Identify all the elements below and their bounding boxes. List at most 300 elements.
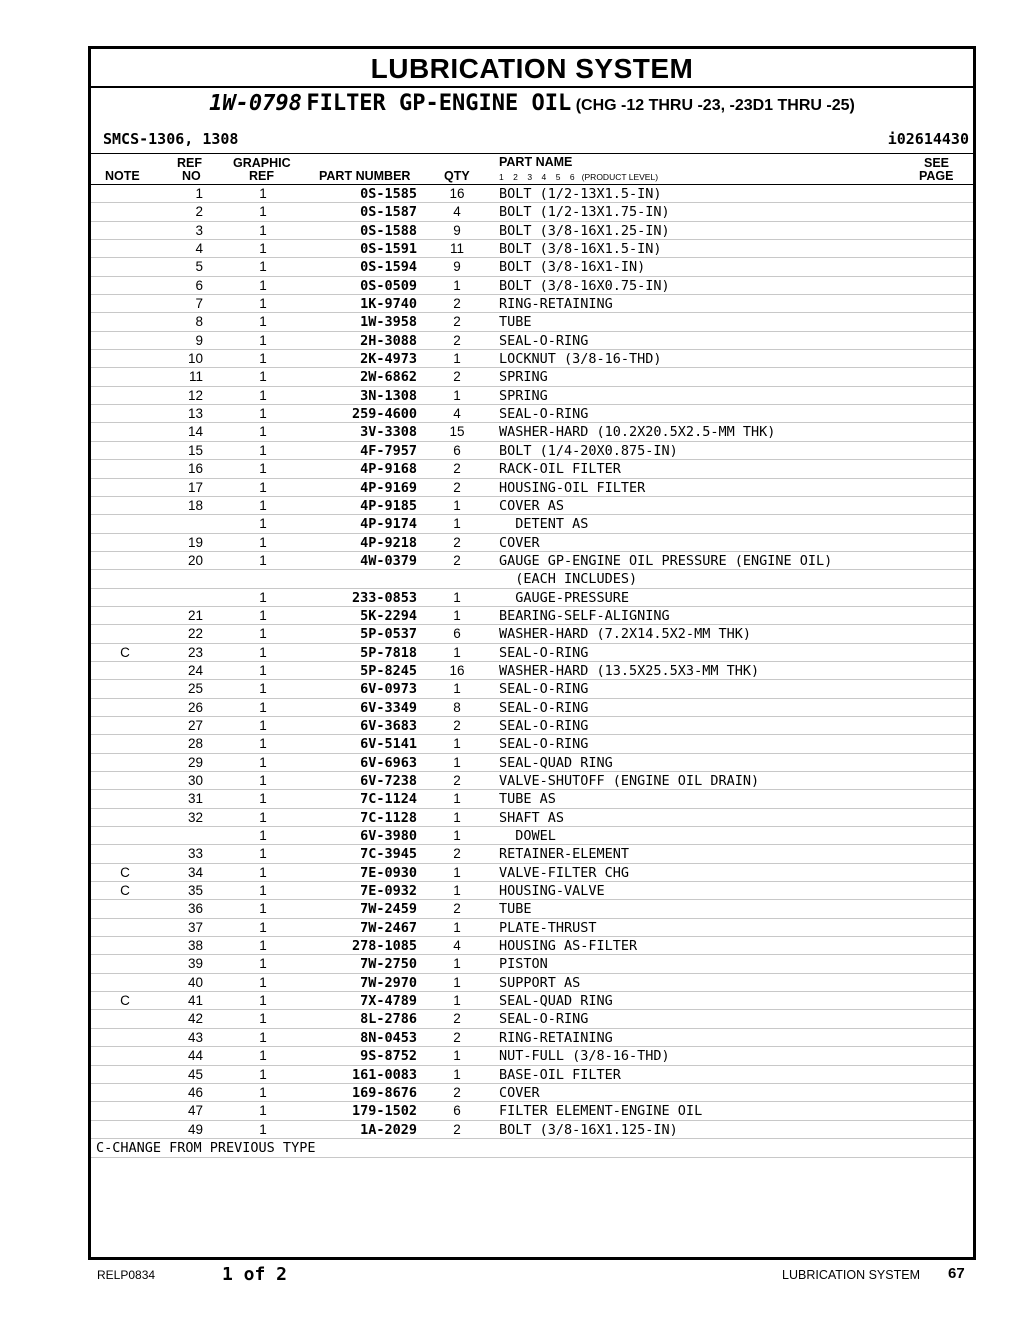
table-row — [91, 313, 973, 331]
cell-note: C — [120, 883, 130, 899]
cell-qty: 2 — [453, 1084, 461, 1100]
table-row — [91, 735, 973, 753]
table-row — [91, 515, 973, 533]
cell-part: 0S-1588 — [360, 222, 417, 239]
cell-graphic: 1 — [259, 1011, 267, 1027]
cell-graphic: 1 — [259, 296, 267, 312]
col-ref-no: NO — [182, 169, 201, 183]
cell-ref: 5 — [195, 259, 203, 275]
cell-graphic: 1 — [259, 552, 267, 568]
cell-qty: 1 — [453, 644, 461, 660]
cell-part: 259-4600 — [351, 406, 417, 423]
cell-graphic: 1 — [259, 314, 267, 330]
footer-page-number: 67 — [948, 1265, 965, 1282]
cell-graphic: 1 — [259, 681, 267, 697]
group-heading — [91, 91, 973, 127]
table-row — [91, 644, 973, 662]
cell-name: PISTON — [499, 956, 548, 973]
cell-name: SEAL-O-RING — [499, 681, 589, 698]
col-graphic-ref: REF — [249, 169, 274, 183]
parts-list-frame — [88, 46, 976, 1260]
cell-qty: 4 — [453, 406, 461, 422]
table-row — [91, 699, 973, 717]
cell-ref: 36 — [187, 901, 203, 917]
cell-ref: 13 — [187, 406, 203, 422]
cell-graphic: 1 — [259, 442, 267, 458]
table-row — [91, 607, 973, 625]
cell-graphic: 1 — [259, 277, 267, 293]
cell-ref: 32 — [187, 809, 203, 825]
cell-name: (EACH INCLUDES) — [499, 571, 638, 588]
cell-qty: 1 — [453, 993, 461, 1009]
cell-part: 179-1502 — [351, 1103, 417, 1120]
cell-ref: 22 — [187, 626, 203, 642]
col-note: NOTE — [105, 169, 140, 183]
cell-part: 4P-9169 — [360, 479, 417, 496]
cell-qty: 1 — [453, 956, 461, 972]
cell-part: 5K-2294 — [360, 607, 417, 624]
cell-ref: 8 — [195, 314, 203, 330]
cell-qty: 2 — [453, 479, 461, 495]
cell-graphic: 1 — [259, 387, 267, 403]
cell-qty: 8 — [453, 699, 461, 715]
cell-ref: 24 — [187, 662, 203, 678]
cell-ref: 44 — [187, 1048, 203, 1064]
table-row — [91, 992, 973, 1010]
cell-graphic: 1 — [259, 717, 267, 733]
table-row — [91, 754, 973, 772]
cell-note: C — [120, 864, 130, 880]
cell-part: 7C-1124 — [360, 791, 417, 808]
cell-qty: 2 — [453, 461, 461, 477]
cell-qty: 2 — [453, 332, 461, 348]
col-graphic: GRAPHIC — [233, 156, 291, 170]
cell-name: RING-RETAINING — [499, 296, 613, 313]
cell-qty: 1 — [453, 754, 461, 770]
cell-ref: 47 — [187, 1103, 203, 1119]
cell-part: 7X-4789 — [360, 993, 417, 1010]
cell-ref: 28 — [187, 736, 203, 752]
cell-ref: 11 — [188, 369, 203, 385]
cell-qty: 2 — [453, 846, 461, 862]
cell-part: 1K-9740 — [360, 296, 417, 313]
cell-part: 5P-7818 — [360, 644, 417, 661]
cell-name: FILTER ELEMENT-ENGINE OIL — [499, 1103, 703, 1120]
cell-ref: 42 — [187, 1011, 203, 1027]
cell-part: 6V-6963 — [360, 754, 417, 771]
cell-qty: 15 — [449, 424, 465, 440]
table-row — [91, 589, 973, 607]
table-row — [91, 680, 973, 698]
cell-graphic: 1 — [259, 204, 267, 220]
cell-name: HOUSING-VALVE — [499, 883, 605, 900]
cell-ref: 43 — [187, 1029, 203, 1045]
footer-section: LUBRICATION SYSTEM — [782, 1268, 920, 1282]
cell-ref: 35 — [187, 883, 203, 899]
cell-name: BOLT (1/4-20X0.875-IN) — [499, 442, 678, 459]
cell-part: 2W-6862 — [360, 369, 417, 386]
cell-qty: 1 — [453, 516, 461, 532]
table-row — [91, 1102, 973, 1120]
cell-ref: 41 — [187, 993, 203, 1009]
cell-name: SEAL-O-RING — [499, 644, 589, 661]
cell-graphic: 1 — [259, 754, 267, 770]
footer-doc-id: RELP0834 — [97, 1268, 156, 1282]
cell-graphic: 1 — [259, 791, 267, 807]
cell-graphic: 1 — [259, 516, 267, 532]
cell-graphic: 1 — [259, 938, 267, 954]
cell-ref: 46 — [187, 1084, 203, 1100]
cell-graphic: 1 — [259, 846, 267, 862]
cell-qty: 1 — [453, 681, 461, 697]
cell-qty: 1 — [453, 791, 461, 807]
cell-name: COVER AS — [499, 497, 565, 514]
table-row — [91, 552, 973, 570]
cell-name: BOLT (1/2-13X1.5-IN) — [499, 186, 662, 202]
cell-part: 5P-0537 — [360, 626, 417, 643]
cell-qty: 1 — [453, 864, 461, 880]
table-row — [91, 203, 973, 221]
cell-part: 0S-1587 — [360, 204, 417, 221]
cell-part: 0S-1585 — [360, 186, 417, 202]
cell-part: 6V-3683 — [360, 717, 417, 734]
cell-graphic: 1 — [259, 222, 267, 238]
cell-part: 4P-9174 — [360, 516, 417, 533]
group-applicability: (CHG -12 THRU -23, -23D1 THRU -25) — [575, 97, 855, 114]
cell-qty: 1 — [453, 919, 461, 935]
cell-graphic: 1 — [259, 736, 267, 752]
cell-name: TUBE — [499, 901, 532, 918]
cell-graphic: 1 — [259, 828, 267, 844]
cell-qty: 1 — [453, 351, 461, 367]
cell-graphic: 1 — [259, 1066, 267, 1082]
footnote: C-CHANGE FROM PREVIOUS TYPE — [91, 1139, 973, 1158]
cell-name: TUBE — [499, 314, 532, 331]
table-row — [91, 1010, 973, 1028]
cell-ref: 31 — [187, 791, 203, 807]
cell-part: 0S-1591 — [360, 241, 417, 258]
cell-name: SEAL-O-RING — [499, 736, 589, 753]
cell-qty: 16 — [449, 186, 465, 201]
cell-name: RING-RETAINING — [499, 1029, 613, 1046]
cell-name: WASHER-HARD (13.5X25.5X3-MM THK) — [499, 662, 760, 679]
cell-part: 8N-0453 — [360, 1029, 417, 1046]
cell-name: NUT-FULL (3/8-16-THD) — [499, 1048, 670, 1065]
cell-part: 9S-8752 — [360, 1048, 417, 1065]
cell-part: 4P-9185 — [360, 497, 417, 514]
cell-part: 161-0083 — [351, 1066, 417, 1083]
cell-part: 4W-0379 — [360, 552, 417, 569]
cell-qty: 2 — [453, 1029, 461, 1045]
cell-name: SHAFT AS — [499, 809, 565, 826]
cell-graphic: 1 — [259, 406, 267, 422]
cell-graphic: 1 — [259, 461, 267, 477]
cell-ref: 29 — [187, 754, 203, 770]
cell-part: 7C-1128 — [360, 809, 417, 826]
cell-ref: 34 — [187, 864, 203, 880]
cell-qty: 2 — [453, 1011, 461, 1027]
cell-ref: 33 — [187, 846, 203, 862]
cell-part: 3N-1308 — [360, 387, 417, 404]
cell-graphic: 1 — [259, 1121, 267, 1137]
table-row — [91, 974, 973, 992]
table-row — [91, 350, 973, 368]
cell-graphic: 1 — [259, 424, 267, 440]
cell-part: 169-8676 — [351, 1084, 417, 1101]
table-row — [91, 1084, 973, 1102]
cell-graphic: 1 — [259, 956, 267, 972]
cell-name: HOUSING AS-FILTER — [499, 938, 638, 955]
cell-qty: 2 — [453, 901, 461, 917]
cell-ref: 12 — [187, 387, 203, 403]
cell-ref: 49 — [187, 1121, 203, 1137]
table-row — [91, 845, 973, 863]
cell-note: C — [120, 644, 130, 660]
cell-part: 7W-2970 — [360, 974, 417, 991]
cell-ref: 45 — [187, 1066, 203, 1082]
cell-qty: 1 — [453, 277, 461, 293]
group-part-number: 1W-0798 — [209, 91, 302, 116]
table-row — [91, 570, 973, 588]
table-row — [91, 423, 973, 441]
cell-qty: 1 — [453, 497, 461, 513]
cell-part: 6V-3980 — [360, 828, 417, 845]
cell-ref: 17 — [187, 479, 203, 495]
col-ref: REF — [177, 156, 202, 170]
cell-name: RACK-OIL FILTER — [499, 461, 621, 478]
cell-part: 6V-0973 — [360, 681, 417, 698]
cell-name: TUBE AS — [499, 791, 556, 808]
cell-ref: 40 — [187, 974, 203, 990]
cell-graphic: 1 — [259, 479, 267, 495]
cell-part: 1A-2029 — [360, 1121, 417, 1138]
cell-ref: 3 — [195, 222, 203, 238]
table-row — [91, 258, 973, 276]
cell-graphic: 1 — [259, 497, 267, 513]
cell-qty: 2 — [453, 296, 461, 312]
cell-qty: 1 — [453, 809, 461, 825]
cell-part: 4F-7957 — [360, 442, 417, 459]
table-row — [91, 864, 973, 882]
cell-graphic: 1 — [259, 369, 267, 385]
cell-part: 0S-0509 — [360, 277, 417, 294]
cell-graphic: 1 — [259, 901, 267, 917]
cell-ref: 9 — [195, 332, 203, 348]
table-row — [91, 937, 973, 955]
cell-graphic: 1 — [259, 351, 267, 367]
cell-part: 3V-3308 — [360, 424, 417, 441]
cell-ref: 38 — [187, 938, 203, 954]
cell-name: COVER — [499, 1084, 540, 1101]
table-row — [91, 442, 973, 460]
cell-graphic: 1 — [259, 1029, 267, 1045]
cell-ref: 30 — [187, 773, 203, 788]
cell-ref: 10 — [187, 351, 203, 367]
cell-part: 6V-7238 — [360, 773, 417, 789]
cell-name: SEAL-O-RING — [499, 406, 589, 423]
table-row — [91, 277, 973, 295]
table-row — [91, 479, 973, 497]
table-row — [91, 295, 973, 313]
cell-ref: 39 — [187, 956, 203, 972]
cell-ref: 4 — [195, 241, 203, 257]
cell-name: BOLT (3/8-16X1.25-IN) — [499, 222, 670, 239]
cell-qty: 4 — [453, 204, 461, 220]
group-part-name: FILTER GP-ENGINE OIL — [306, 91, 572, 116]
cell-name: BOLT (3/8-16X0.75-IN) — [499, 277, 670, 294]
cell-graphic: 1 — [259, 662, 267, 678]
cell-graphic: 1 — [259, 241, 267, 257]
cell-name: PLATE-THRUST — [499, 919, 597, 936]
cell-graphic: 1 — [259, 974, 267, 990]
cell-qty: 6 — [453, 442, 461, 458]
cell-name: DETENT AS — [499, 516, 589, 533]
table-row — [91, 405, 973, 423]
cell-name: VALVE-FILTER CHG — [499, 864, 630, 881]
cell-part: 7E-0930 — [360, 864, 417, 881]
cell-qty: 2 — [453, 773, 461, 788]
table-row — [91, 717, 973, 735]
cell-part: 4P-9218 — [360, 534, 417, 551]
cell-name: SEAL-QUAD RING — [499, 754, 613, 771]
cell-name: BOLT (3/8-16X1.5-IN) — [499, 241, 662, 258]
cell-ref: 21 — [187, 607, 203, 623]
cell-name: SUPPORT AS — [499, 974, 581, 991]
cell-part: 5P-8245 — [360, 662, 417, 679]
cell-part: 8L-2786 — [360, 1011, 417, 1028]
cell-part: 6V-3349 — [360, 699, 417, 716]
col-part-name: PART NAME — [499, 155, 573, 169]
footer-page-of: 1 of 2 — [222, 1264, 288, 1285]
col-product-level: 1 2 3 4 5 6 (PRODUCT LEVEL) — [499, 172, 659, 182]
cell-graphic: 1 — [259, 589, 267, 605]
table-header — [91, 154, 973, 185]
cell-name: DOWEL — [499, 828, 556, 845]
cell-name: VALVE-SHUTOFF (ENGINE OIL DRAIN) — [499, 773, 760, 789]
cell-part: 7E-0932 — [360, 883, 417, 900]
cell-graphic: 1 — [259, 644, 267, 660]
cell-graphic: 1 — [259, 607, 267, 623]
cell-part: 2H-3088 — [360, 332, 417, 349]
cell-graphic: 1 — [259, 773, 267, 788]
cell-qty: 16 — [449, 662, 465, 678]
cell-qty: 4 — [453, 938, 461, 954]
cell-qty: 1 — [453, 883, 461, 899]
cell-qty: 9 — [453, 222, 461, 238]
cell-ref: 16 — [187, 461, 203, 477]
table-row — [91, 1047, 973, 1065]
parts-table-body — [91, 185, 973, 1158]
cell-note: C — [120, 993, 130, 1009]
cell-name: WASHER-HARD (7.2X14.5X2-MM THK) — [499, 626, 751, 643]
cell-qty: 2 — [453, 717, 461, 733]
cell-graphic: 1 — [259, 534, 267, 550]
table-row — [91, 368, 973, 386]
cell-name: SEAL-QUAD RING — [499, 993, 613, 1010]
cell-graphic: 1 — [259, 1084, 267, 1100]
cell-qty: 1 — [453, 387, 461, 403]
cell-qty: 2 — [453, 314, 461, 330]
table-row — [91, 497, 973, 515]
cell-qty: 2 — [453, 1121, 461, 1137]
col-part-number: PART NUMBER — [319, 169, 411, 183]
table-row — [91, 387, 973, 405]
cell-qty: 2 — [453, 534, 461, 550]
cell-part: 6V-5141 — [360, 736, 417, 753]
cell-part: 4P-9168 — [360, 461, 417, 478]
cell-ref: 26 — [187, 699, 203, 715]
cell-qty: 9 — [453, 259, 461, 275]
cell-ref: 2 — [195, 204, 203, 220]
table-row — [91, 919, 973, 937]
table-row — [91, 240, 973, 258]
cell-name: COVER — [499, 534, 540, 551]
cell-qty: 2 — [453, 369, 461, 385]
cell-qty: 1 — [453, 828, 461, 844]
col-see-page: PAGE — [919, 169, 954, 183]
cell-ref: 6 — [195, 277, 203, 293]
cell-qty: 1 — [453, 1048, 461, 1064]
cell-part: 0S-1594 — [360, 259, 417, 276]
table-row — [91, 185, 973, 203]
cell-qty: 6 — [453, 1103, 461, 1119]
cell-ref: 20 — [187, 552, 203, 568]
cell-part: 1W-3958 — [360, 314, 417, 331]
cell-qty: 2 — [453, 552, 461, 568]
table-row — [91, 460, 973, 478]
illustration-id: i02614430 — [887, 130, 969, 148]
cell-name: GAUGE GP-ENGINE OIL PRESSURE (ENGINE OIL) — [499, 552, 833, 569]
table-row — [91, 955, 973, 973]
cell-name: BASE-OIL FILTER — [499, 1066, 621, 1083]
cell-graphic: 1 — [259, 626, 267, 642]
cell-graphic: 1 — [259, 332, 267, 348]
cell-name: HOUSING-OIL FILTER — [499, 479, 646, 496]
cell-name: LOCKNUT (3/8-16-THD) — [499, 351, 662, 368]
cell-name: SEAL-O-RING — [499, 717, 589, 734]
cell-qty: 1 — [453, 736, 461, 752]
cell-graphic: 1 — [259, 993, 267, 1009]
cell-ref: 37 — [187, 919, 203, 935]
table-row — [91, 222, 973, 240]
cell-name: SEAL-O-RING — [499, 699, 589, 716]
table-row — [91, 882, 973, 900]
cell-part: 2K-4973 — [360, 351, 417, 368]
cell-name: WASHER-HARD (10.2X20.5X2.5-MM THK) — [499, 424, 776, 441]
cell-ref: 23 — [187, 644, 203, 660]
cell-graphic: 1 — [259, 259, 267, 275]
cell-part: 7W-2750 — [360, 956, 417, 973]
cell-name: SEAL-O-RING — [499, 332, 589, 349]
cell-name: RETAINER-ELEMENT — [499, 846, 630, 863]
table-row — [91, 1066, 973, 1084]
cell-graphic: 1 — [259, 809, 267, 825]
table-row — [91, 332, 973, 350]
table-row — [91, 534, 973, 552]
cell-name: SPRING — [499, 387, 548, 404]
table-row — [91, 625, 973, 643]
cell-ref: 7 — [195, 296, 203, 312]
page-title: LUBRICATION SYSTEM — [91, 49, 973, 88]
cell-ref: 14 — [187, 424, 203, 440]
cell-name: BOLT (1/2-13X1.75-IN) — [499, 204, 670, 221]
cell-ref: 15 — [187, 442, 203, 458]
cell-part: 7W-2459 — [360, 901, 417, 918]
table-row — [91, 1121, 973, 1139]
cell-ref: 18 — [187, 497, 203, 513]
smcs-codes: SMCS-1306, 1308 — [103, 130, 239, 148]
cell-name: BOLT (3/8-16X1.125-IN) — [499, 1121, 678, 1138]
